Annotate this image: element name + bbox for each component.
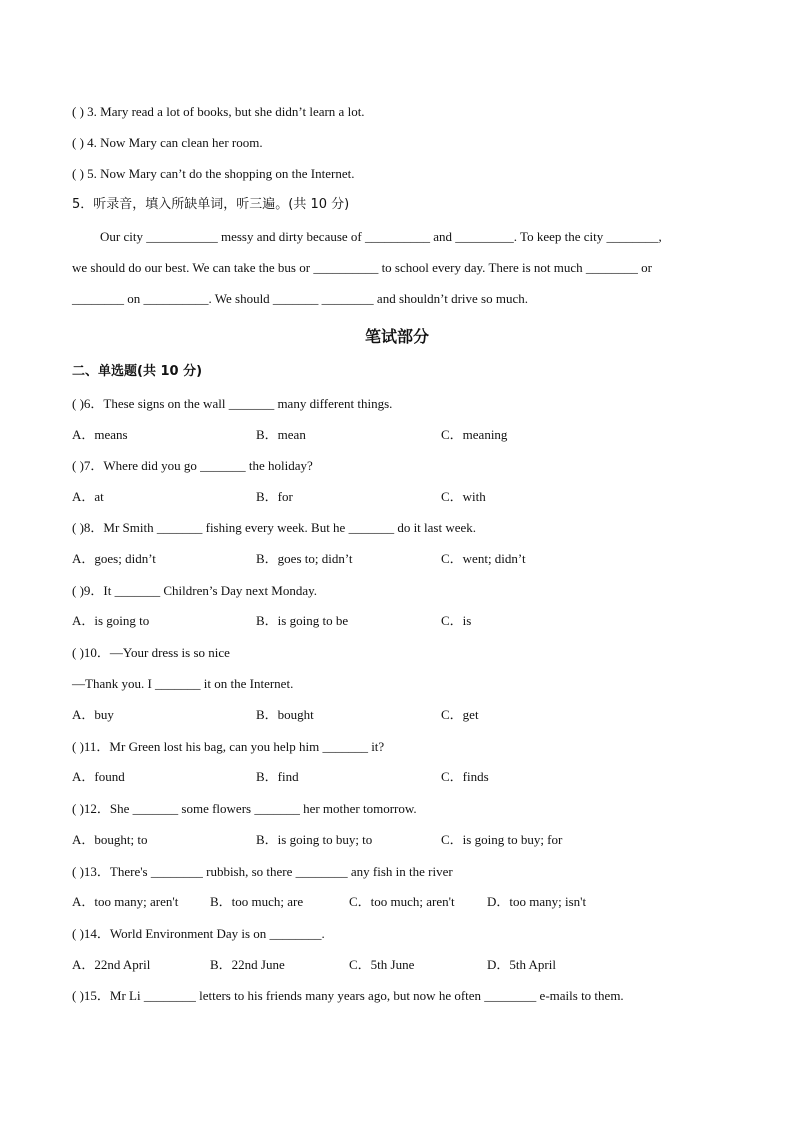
tf-item-3: ( ) 3. Mary read a lot of books, but she didn’t learn a lot. xyxy=(72,104,365,119)
question-15-stem: ( )15．Mr Li ________ letters to his friends many years ago, but now he often ________ e-mails to them. xyxy=(72,988,624,1003)
q11-option-b: B．find xyxy=(256,769,299,784)
q12-option-b: B．is going to buy; to xyxy=(256,832,373,847)
q5-line-3: ________ on __________. We should _______ ________ and shouldn’t drive so much. xyxy=(72,291,528,306)
q13-option-d: D．too many; isn't xyxy=(487,894,587,909)
q9-option-a: A．is going to xyxy=(72,613,150,628)
q11-option-c: C．finds xyxy=(441,769,489,784)
tf-item-4: ( ) 4. Now Mary can clean her room. xyxy=(72,135,263,150)
question-14-stem: ( )14．World Environment Day is on ________. xyxy=(72,926,325,941)
q10-option-b: B．bought xyxy=(256,707,314,722)
q8-option-b: B．goes to; didn’t xyxy=(256,551,353,566)
q6-option-c: C．meaning xyxy=(441,427,508,442)
q14-option-a: A．22nd April xyxy=(72,957,151,972)
q5-line-1: Our city ___________ messy and dirty because of __________ and _________. To keep the city ________, xyxy=(100,229,662,244)
q14-option-b: B．22nd June xyxy=(210,957,285,972)
q7-option-c: C．with xyxy=(441,489,486,504)
section2-title: 二、单选题(共 10 分) xyxy=(72,364,203,379)
q7-option-a: A．at xyxy=(72,489,104,504)
q7-option-b: B．for xyxy=(256,489,293,504)
question-10-stem-reply: —Thank you. I _______ it on the Internet. xyxy=(72,676,294,691)
q9-option-c: C．is xyxy=(441,613,472,628)
q6-option-b: B．mean xyxy=(256,427,306,442)
q13-option-b: B．too much; are xyxy=(210,894,304,909)
q12-option-c: C．is going to buy; for xyxy=(441,832,563,847)
q10-option-a: A．buy xyxy=(72,707,114,722)
question-13-stem: ( )13．There's ________ rubbish, so there ________ any fish in the river xyxy=(72,864,453,879)
written-section-heading: 笔试部分 xyxy=(364,327,429,346)
q14-option-c: C．5th June xyxy=(349,957,415,972)
q11-option-a: A．found xyxy=(72,769,125,784)
tf-item-5: ( ) 5. Now Mary can’t do the shopping on the Internet. xyxy=(72,166,355,181)
q8-option-c: C．went; didn’t xyxy=(441,551,526,566)
q6-option-a: A．means xyxy=(72,427,128,442)
question-11-stem: ( )11．Mr Green lost his bag, can you help him _______ it? xyxy=(72,739,385,754)
question-6-stem: ( )6．These signs on the wall _______ many different things. xyxy=(72,396,393,411)
q13-option-c: C．too much; aren't xyxy=(349,894,455,909)
question-8-stem: ( )8．Mr Smith _______ fishing every week. But he _______ do it last week. xyxy=(72,520,477,535)
question-10-stem: ( )10．—Your dress is so nice xyxy=(72,645,230,660)
q9-option-b: B．is going to be xyxy=(256,613,349,628)
q10-option-c: C．get xyxy=(441,707,479,722)
q8-option-a: A．goes; didn’t xyxy=(72,551,156,566)
q5-title: 5．听录音，填入所缺单词，听三遍。(共 10 分) xyxy=(72,197,350,212)
q14-option-d: D．5th April xyxy=(487,957,556,972)
question-9-stem: ( )9．It _______ Children’s Day next Monday. xyxy=(72,583,318,598)
q13-option-a: A．too many; aren't xyxy=(72,894,179,909)
q12-option-a: A．bought; to xyxy=(72,832,148,847)
q5-line-2: we should do our best. We can take the bus or __________ to school every day. There is not much ________ or xyxy=(72,260,652,275)
question-12-stem: ( )12．She _______ some flowers _______ her mother tomorrow. xyxy=(72,801,417,816)
question-7-stem: ( )7．Where did you go _______ the holiday? xyxy=(72,458,313,473)
